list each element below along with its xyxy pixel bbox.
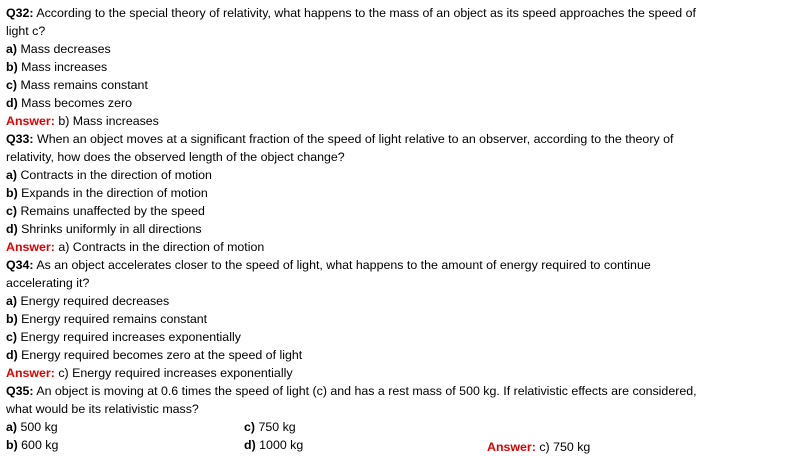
option-c: c) Energy required increases exponentially [6,330,241,344]
question-label: Q32: [6,6,34,20]
answer-line [6,112,794,130]
option-a: a) Mass decreases [6,42,111,56]
question-label: Q34: [6,258,34,272]
question-block-q34 [6,256,794,382]
question-text: Q32: According to the special theory of relativity, what happens to the mass of an object as its speed approaches the speed of [6,6,696,20]
option-a: a) Contracts in the direction of motion [6,168,212,182]
option-c: c) 750 kg [244,420,296,434]
answer-line [487,438,590,456]
question-text-continued: light c? [6,24,46,38]
answer-text: b) Mass increases [58,114,159,128]
question-text: Q34: As an object accelerates closer to the speed of light, what happens to the amount of energy required to continue [6,258,651,272]
question-text: Q35: An object is moving at 0.6 times the speed of light (c) and has a rest mass of 500 kg. If relativistic effects are considered, [6,384,697,398]
question-text-continued: relativity, how does the observed length of the object change? [6,150,345,164]
question-label: Q33: [6,132,34,146]
question-block-q32 [6,4,794,130]
question-label: Q35: [6,384,34,398]
option-d: d) Mass becomes zero [6,96,133,110]
options-grid [6,418,794,454]
answer-label: Answer: [6,114,55,128]
option-b: b) Mass increases [6,60,108,74]
option-b: b) Expands in the direction of motion [6,186,208,200]
answer-label: Answer: [6,366,55,380]
option-c: c) Mass remains constant [6,78,148,92]
question-block-q33 [6,130,794,256]
question-text: Q33: When an object moves at a significant fraction of the speed of light relative to an observer, according to the theory of [6,132,674,146]
answer-label: Answer: [487,440,536,454]
option-d: d) Energy required becomes zero at the speed of light [6,348,303,362]
option-d: d) 1000 kg [244,438,304,452]
question-block-q35 [6,382,794,454]
option-c: c) Remains unaffected by the speed [6,204,205,218]
option-b: b) Energy required remains constant [6,312,208,326]
question-text-continued: what would be its relativistic mass? [6,402,199,416]
question-text-continued: accelerating it? [6,276,90,290]
answer-line [6,238,794,256]
answer-text: a) Contracts in the direction of motion [58,240,265,254]
answer-text: c) 750 kg [539,440,591,454]
option-b: b) 600 kg [6,438,59,452]
answer-text: c) Energy required increases exponentially [58,366,293,380]
option-d: d) Shrinks uniformly in all directions [6,222,202,236]
option-a: a) Energy required decreases [6,294,170,308]
answer-line [6,364,794,382]
answer-label: Answer: [6,240,55,254]
option-a: a) 500 kg [6,420,58,434]
